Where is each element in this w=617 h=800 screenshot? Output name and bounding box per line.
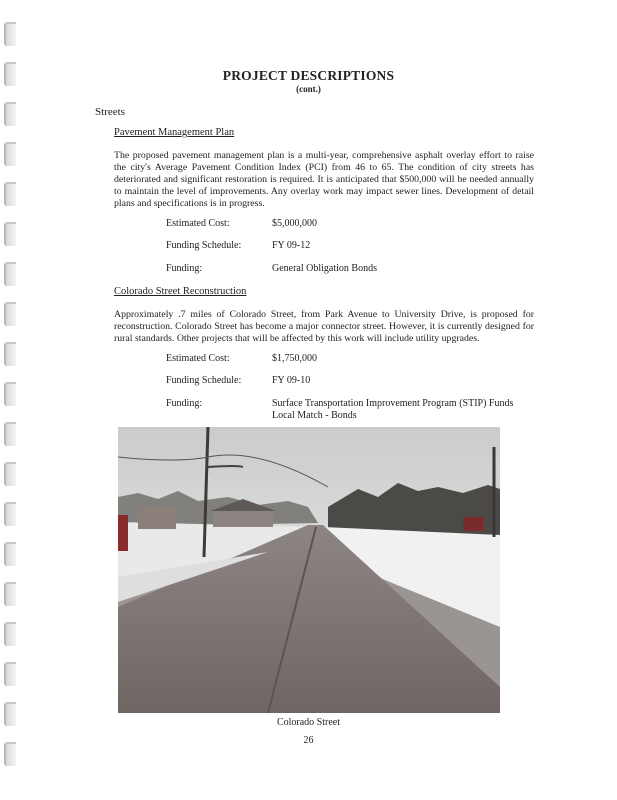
- binder-hole: [4, 582, 16, 606]
- binder-edge: [4, 0, 18, 800]
- detail-value: FY 09-12: [272, 240, 311, 251]
- detail-value: Surface Transportation Improvement Program (STIP) Funds: [272, 398, 514, 409]
- detail-label: Funding Schedule:: [166, 375, 242, 386]
- page-subtitle: (cont.): [296, 84, 321, 94]
- project-description-pavement: The proposed pavement management plan is a multi-year, comprehensive asphalt overlay effort to raise the city's Average Pavement Condition Index (PCI) from 46 to 65. The condition of city streets has deteriorated and significant restoration is required. It is anticipated that $500,000 will be needed annually to maintain the level of improvements. Any overlay work may impact sewer lines. Development of detail plans and specifications is in progress.: [114, 150, 534, 209]
- detail-value: General Obligation Bonds: [272, 263, 377, 274]
- binder-hole: [4, 462, 16, 486]
- project-heading-colorado: Colorado Street Reconstruction: [114, 286, 247, 297]
- binder-hole: [4, 382, 16, 406]
- binder-hole: [4, 142, 16, 166]
- binder-hole: [4, 542, 16, 566]
- binder-hole: [4, 102, 16, 126]
- street-photo: [118, 427, 500, 713]
- detail-label: Estimated Cost:: [166, 218, 230, 229]
- detail-label: Funding:: [166, 263, 203, 274]
- street-photo-illustration: [118, 427, 500, 713]
- binder-hole: [4, 182, 16, 206]
- binder-hole: [4, 342, 16, 366]
- detail-value: FY 09-10: [272, 375, 311, 386]
- binder-hole: [4, 502, 16, 526]
- binder-hole: [4, 22, 16, 46]
- detail-label: Funding:: [166, 398, 203, 409]
- detail-label: Funding Schedule:: [166, 240, 242, 251]
- page-number: 26: [303, 735, 314, 746]
- binder-hole: [4, 422, 16, 446]
- binder-hole: [4, 302, 16, 326]
- project-heading-pavement: Pavement Management Plan: [114, 127, 235, 138]
- binder-hole: [4, 662, 16, 686]
- project-description-colorado: Approximately .7 miles of Colorado Street, from Park Avenue to University Drive, is proposed for reconstruction. Colorado Street has become a major connector street. However, it is currently designed for rural standards. Other projects that will be affected by this work will include utility upgrades.: [114, 309, 534, 344]
- detail-label: Estimated Cost:: [166, 353, 230, 364]
- page-title: PROJECT DESCRIPTIONS: [222, 68, 395, 83]
- detail-value: $5,000,000: [272, 218, 317, 229]
- section-title: Streets: [95, 106, 125, 118]
- detail-value: $1,750,000: [272, 353, 317, 364]
- binder-hole: [4, 262, 16, 286]
- binder-hole: [4, 622, 16, 646]
- binder-hole: [4, 222, 16, 246]
- detail-value-secondary: Local Match - Bonds: [272, 410, 357, 421]
- photo-caption: Colorado Street: [276, 717, 341, 728]
